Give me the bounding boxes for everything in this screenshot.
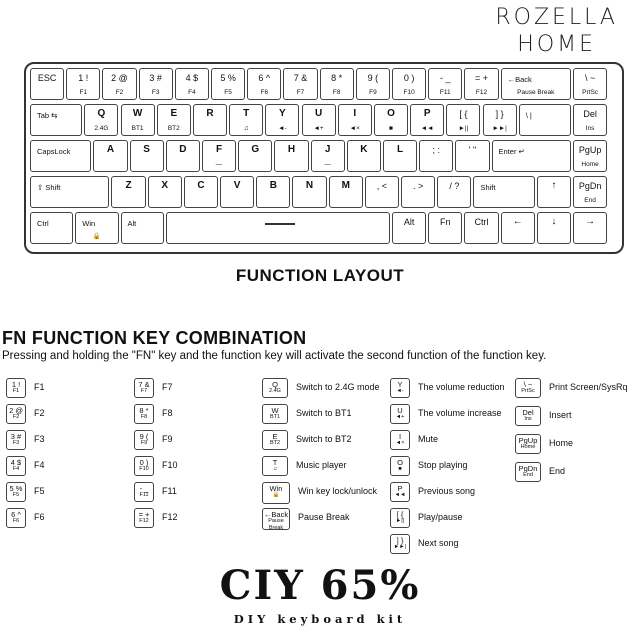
key-row2-6 [265, 104, 299, 136]
key-sublabel: F2 [115, 89, 124, 96]
combo-function-label: Music player [296, 460, 347, 470]
key-sublabel: End [584, 197, 596, 204]
combo-key-label: Y [397, 380, 403, 389]
key-sublabel: F1 [79, 89, 88, 96]
combo-key [390, 456, 410, 476]
combo-function-label: Mute [418, 434, 439, 444]
key-sublabel: F6 [260, 89, 269, 96]
combo-key [515, 462, 541, 482]
instruction-text: Pressing and holding the "FN" key and the function key will activate the second function of the function key. [2, 350, 547, 362]
combo-key [515, 434, 541, 454]
combo-key-sublabel: ◄+ [395, 414, 405, 420]
combo-key-sublabel: F3 [12, 440, 20, 446]
combo-key-sublabel: F6 [12, 518, 20, 524]
key-label: J [324, 144, 331, 155]
combo-key [262, 482, 290, 504]
key-label: T [243, 108, 250, 119]
key-sublabel: — [324, 161, 331, 168]
combo-function-label: F2 [34, 408, 45, 418]
brand-line-2: HOME [517, 32, 597, 57]
key-label: Ctrl [37, 219, 49, 228]
key-label: 6 ^ [258, 73, 271, 83]
combo-key-sublabel: ◄- [396, 388, 404, 394]
key-row4-3 [184, 176, 218, 208]
key-row4-10 [437, 176, 471, 208]
combo-key [134, 508, 154, 528]
key-label: ← [512, 216, 523, 227]
key-label: G [251, 144, 260, 155]
key-row2-10 [410, 104, 444, 136]
key-row4-12 [537, 176, 571, 208]
key-label: \ | [525, 111, 532, 120]
combo-function-label: Pause Break [298, 512, 350, 522]
combo-function-label: F4 [34, 460, 45, 470]
key-label: K [360, 144, 368, 155]
key-row5-5 [428, 212, 462, 244]
key-sublabel: Ins [585, 125, 595, 132]
combo-key-label: 7 & [138, 380, 150, 389]
key-row5-1 [75, 212, 118, 244]
key-sublabel: F7 [296, 89, 305, 96]
key-sublabel: ◄× [349, 125, 360, 132]
key-row1-13 [501, 68, 571, 100]
combo-function-label: F11 [162, 486, 177, 496]
combo-function-label: F9 [162, 434, 173, 444]
key-row2-1 [84, 104, 118, 136]
combo-function-label: Previous song [418, 486, 476, 496]
key-label: 8 * [331, 73, 343, 83]
key-row1-3 [139, 68, 173, 100]
key-sublabel: F10 [403, 89, 415, 96]
combo-key-label: 3 # [10, 432, 22, 441]
combo-key-sublabel: F7 [140, 388, 148, 394]
combo-key-label: 1 ! [11, 380, 21, 389]
key-label: Win [82, 219, 96, 228]
key-row5-3 [166, 212, 390, 244]
key-sublabel: F12 [475, 89, 488, 96]
key-row1-5 [211, 68, 245, 100]
brand-logo [495, 4, 618, 58]
key-label: ↑ [551, 180, 557, 191]
combo-key-sublabel: F4 [12, 466, 20, 472]
key-label: CapsLock [37, 147, 71, 156]
key-row1-4 [175, 68, 209, 100]
combo-key-sublabel: End [523, 472, 533, 478]
key-label: B [269, 180, 277, 191]
key-label: , < [376, 181, 388, 191]
combo-key-label: Del [522, 408, 534, 417]
combo-key [515, 406, 541, 426]
combo-key-sublabel: ♫ [272, 466, 278, 472]
combo-key [390, 430, 410, 450]
key-sublabel: Pause Break [517, 89, 555, 96]
key-label: I [353, 108, 357, 119]
combo-key [262, 378, 288, 398]
combo-function-label: Win key lock/unlock [298, 486, 378, 496]
key-label: Fn [440, 217, 451, 227]
combo-key-label: \ ~ [523, 380, 533, 389]
combo-key-label: PgDn [518, 464, 538, 473]
key-label: 3 # [149, 73, 162, 83]
combo-key-label: 9 ( [139, 432, 149, 441]
key-row4-7 [329, 176, 363, 208]
combo-key-label: I [398, 432, 402, 441]
key-row3-10 [419, 140, 453, 172]
key-row1-0 [30, 68, 64, 100]
combo-key [134, 404, 154, 424]
combo-function-label: F3 [34, 434, 45, 444]
combo-function-label: F5 [34, 486, 45, 496]
key-row4-9 [401, 176, 435, 208]
combo-key-label: Q [272, 380, 278, 389]
key-row3-4 [202, 140, 236, 172]
combo-function-label: Switch to 2.4G mode [296, 382, 380, 392]
combo-function-label: Home [549, 438, 574, 448]
key-row4-6 [292, 176, 326, 208]
combo-function-label: F1 [34, 382, 45, 392]
combo-key-label: E [272, 432, 278, 441]
key-label: H [287, 144, 296, 155]
key-row1-12 [464, 68, 498, 100]
key-row3-3 [166, 140, 200, 172]
key-sublabel: ►|| [458, 125, 469, 132]
combo-key-sublabel: ◄× [395, 440, 405, 446]
key-row2-2 [121, 104, 155, 136]
key-row2-0 [30, 104, 82, 136]
combo-key-sublabel: F12 [139, 518, 149, 524]
key-row1-11 [428, 68, 462, 100]
key-label: 1 ! [78, 73, 89, 83]
key-label: [ { [459, 109, 468, 119]
key-row5-6 [464, 212, 498, 244]
key-row1-6 [247, 68, 281, 100]
key-row4-5 [256, 176, 290, 208]
key-label: 0 ) [403, 73, 415, 83]
key-sublabel: 2.4G [94, 125, 109, 132]
brand-line-1: ROZELLA [495, 5, 618, 30]
key-label: E [170, 108, 178, 119]
key-label: M [341, 180, 350, 191]
combo-key-label: 4 $ [10, 458, 22, 467]
key-label: ⇧ Shift [37, 183, 61, 192]
key-row1-9 [356, 68, 390, 100]
key-row5-8 [537, 212, 571, 244]
key-sublabel: ◄◄ [420, 125, 434, 132]
combo-function-label: F6 [34, 512, 45, 522]
spacebar-mark [265, 223, 295, 225]
key-label: R [206, 108, 214, 119]
combo-function-label: Next song [418, 538, 459, 548]
key-sublabel: PrtSc [582, 89, 599, 96]
combo-key-label: O [397, 458, 403, 467]
key-label: ; : [432, 145, 440, 155]
combo-key [390, 378, 410, 398]
key-row3-1 [93, 140, 127, 172]
combo-key [134, 456, 154, 476]
key-label: F [215, 144, 223, 155]
key-row5-2 [121, 212, 164, 244]
key-row4-2 [148, 176, 182, 208]
key-row1-2 [102, 68, 136, 100]
key-row2-7 [302, 104, 336, 136]
key-sublabel: ■ [389, 125, 393, 132]
key-label: O [387, 108, 395, 119]
key-label: Ctrl [474, 217, 489, 227]
key-sublabel: ◄+ [313, 125, 324, 132]
key-row2-4 [193, 104, 227, 136]
combo-function-label: F12 [162, 512, 178, 522]
key-row2-12 [483, 104, 517, 136]
key-label: ↓ [551, 216, 557, 227]
combo-key [390, 534, 410, 554]
combo-key [262, 508, 290, 530]
key-row5-7 [501, 212, 535, 244]
combo-key [262, 404, 288, 424]
combo-key-label: W [271, 406, 279, 415]
key-label: 7 & [293, 73, 308, 83]
key-sublabel: 🔒 [92, 233, 101, 240]
key-sublabel: F8 [332, 89, 341, 96]
key-label: L [396, 144, 404, 155]
key-label: Alt [127, 219, 137, 228]
combo-function-label: F7 [162, 382, 173, 392]
key-row3-7 [311, 140, 345, 172]
combo-key-sublabel: F2 [12, 414, 20, 420]
combo-function-label: Stop playing [418, 460, 468, 470]
fn-combination-title: FN FUNCTION KEY COMBINATION [2, 328, 307, 348]
key-sublabel: BT1 [131, 125, 144, 132]
key-row1-10 [392, 68, 426, 100]
key-row5-0 [30, 212, 73, 244]
key-row3-5 [238, 140, 272, 172]
combo-key-label: U [397, 406, 403, 415]
key-label: / ? [449, 181, 460, 191]
key-row3-9 [383, 140, 417, 172]
key-label: W [132, 108, 143, 119]
key-label: Alt [403, 217, 415, 227]
combo-key-sublabel: BT1 [269, 414, 281, 420]
combo-key-label: 0 ) [139, 458, 149, 467]
combo-key-label: 5 % [9, 484, 23, 493]
combo-key-sublabel: ◄◄ [394, 492, 406, 498]
key-row4-1 [111, 176, 145, 208]
key-sublabel: ►►| [492, 125, 507, 132]
key-row4-8 [365, 176, 399, 208]
combo-key-sublabel: ►|| [395, 518, 405, 524]
key-sublabel: Home [581, 161, 599, 168]
key-label: 9 ( [367, 73, 379, 83]
combo-key-sublabel: F8 [140, 414, 148, 420]
combo-key [390, 482, 410, 502]
combo-key-sublabel: Ins [524, 416, 532, 422]
combo-key [6, 404, 26, 424]
key-sublabel: F3 [151, 89, 160, 96]
key-label: A [106, 144, 115, 155]
key-label: U [314, 108, 323, 119]
key-label: - _ [440, 73, 451, 83]
combo-key [262, 430, 288, 450]
key-row1-7 [283, 68, 317, 100]
combo-key [6, 456, 26, 476]
combo-key-label: Win [269, 484, 283, 493]
combo-function-label: F10 [162, 460, 178, 470]
combo-key [6, 430, 26, 450]
key-sublabel: ◄- [278, 125, 287, 132]
combo-function-label: Play/pause [418, 512, 463, 522]
key-label: Q [97, 108, 106, 119]
combo-key-sublabel: F5 [12, 492, 20, 498]
combo-key-label: - _ [139, 484, 149, 493]
combo-key [134, 378, 154, 398]
key-label: P [423, 108, 431, 119]
key-label: Z [125, 180, 132, 191]
combo-key [390, 508, 410, 528]
key-label: PgDn [578, 181, 602, 191]
combo-key-sublabel: F10 [139, 466, 149, 472]
combo-key-sublabel: ■ [398, 466, 402, 472]
key-label: N [305, 180, 314, 191]
key-row2-9 [374, 104, 408, 136]
key-label: \ ~ [584, 73, 596, 83]
combo-key [134, 430, 154, 450]
combo-key-sublabel: BT2 [269, 440, 281, 446]
key-row2-5 [229, 104, 263, 136]
key-row3-6 [274, 140, 308, 172]
combo-key [515, 378, 541, 398]
key-row3-0 [30, 140, 91, 172]
key-row2-8 [338, 104, 372, 136]
key-label: . > [413, 181, 424, 191]
key-sublabel: ♫ [243, 125, 249, 132]
combo-key [134, 482, 154, 502]
key-row4-13 [573, 176, 607, 208]
key-label: 5 % [220, 73, 236, 83]
combo-key [6, 482, 26, 502]
key-row2-14 [573, 104, 607, 136]
key-row4-0 [30, 176, 109, 208]
key-label: = + [474, 73, 488, 83]
combo-key-sublabel: 🔒 [272, 492, 280, 498]
key-row2-3 [157, 104, 191, 136]
combo-key-label: P [397, 484, 403, 493]
combo-function-label: Insert [549, 410, 572, 420]
combo-key-label: PgUp [518, 436, 538, 445]
combo-function-label: Switch to BT1 [296, 408, 352, 418]
key-label: PgUp [578, 145, 602, 155]
combo-key-label: [ { [396, 510, 404, 519]
key-label: ←Back [507, 75, 532, 84]
key-sublabel: F4 [188, 89, 196, 96]
combo-key-label: ←Back [263, 510, 289, 519]
key-row2-13 [519, 104, 571, 136]
combo-function-label: The volume increase [418, 408, 502, 418]
combo-key-sublabel: Home [520, 444, 536, 450]
key-label: Enter ↵ [498, 147, 525, 156]
key-sublabel: F11 [439, 89, 451, 96]
key-label: C [197, 180, 205, 191]
key-label: 4 $ [185, 73, 199, 83]
combo-function-label: F8 [162, 408, 173, 418]
function-layout-title: FUNCTION LAYOUT [235, 266, 405, 285]
key-sublabel: F9 [369, 89, 377, 96]
key-row2-11 [446, 104, 480, 136]
key-label: ESC [37, 73, 57, 83]
key-label: Del [583, 109, 597, 119]
combo-key-label: 8 * [139, 406, 149, 415]
key-label: D [179, 144, 187, 155]
key-sublabel: F5 [224, 89, 232, 96]
key-label: ' " [468, 145, 477, 155]
key-row3-11 [455, 140, 489, 172]
combo-function-label: End [549, 466, 566, 476]
combo-key-sublabel: ►►| [393, 544, 407, 550]
combo-key-sublabel: Pause Break [268, 518, 284, 531]
key-row3-13 [573, 140, 607, 172]
key-row4-11 [473, 176, 534, 208]
key-row5-9 [573, 212, 607, 244]
key-label: → [585, 216, 596, 227]
key-label: Tab ⇆ [37, 111, 58, 120]
key-label: S [143, 144, 150, 155]
key-row1-14 [573, 68, 607, 100]
key-sublabel: — [215, 161, 223, 168]
key-label: Y [279, 108, 286, 119]
key-row1-1 [66, 68, 100, 100]
product-tagline: DIY keyboard kit [233, 612, 407, 626]
combo-key-label: 2 @ [9, 406, 23, 415]
combo-key-label: T [272, 458, 278, 467]
combo-key [390, 404, 410, 424]
combo-key-sublabel: F1 [12, 388, 20, 394]
key-sublabel: BT2 [167, 125, 180, 132]
combo-key [262, 456, 288, 476]
key-label: V [233, 180, 241, 191]
key-label: 2 @ [111, 73, 128, 83]
combo-function-label: The volume reduction [418, 382, 505, 392]
combo-key-sublabel: PrtSc [521, 388, 535, 394]
combo-key-sublabel: F11 [139, 492, 149, 498]
combo-function-label: Print Screen/SysRq [549, 382, 628, 392]
key-row3-2 [130, 140, 164, 172]
key-row1-8 [320, 68, 354, 100]
combo-key-sublabel: 2.4G [269, 388, 281, 394]
key-label: Shift [480, 183, 496, 192]
combo-key [6, 508, 26, 528]
key-row3-8 [347, 140, 381, 172]
combo-key-label: ] } [396, 536, 404, 545]
key-row3-12 [492, 140, 571, 172]
combo-key-sublabel: F9 [140, 440, 148, 446]
combo-function-label: Switch to BT2 [296, 434, 352, 444]
combo-key-label: = + [138, 510, 150, 519]
product-name: CIY 65% [219, 562, 421, 609]
key-label: ] } [495, 109, 504, 119]
key-label: X [161, 180, 169, 191]
key-row5-4 [392, 212, 426, 244]
keyboard-layout-diagram [24, 62, 624, 254]
combo-key [6, 378, 26, 398]
key-row4-4 [220, 176, 254, 208]
combo-key-label: 6 ^ [11, 510, 21, 519]
